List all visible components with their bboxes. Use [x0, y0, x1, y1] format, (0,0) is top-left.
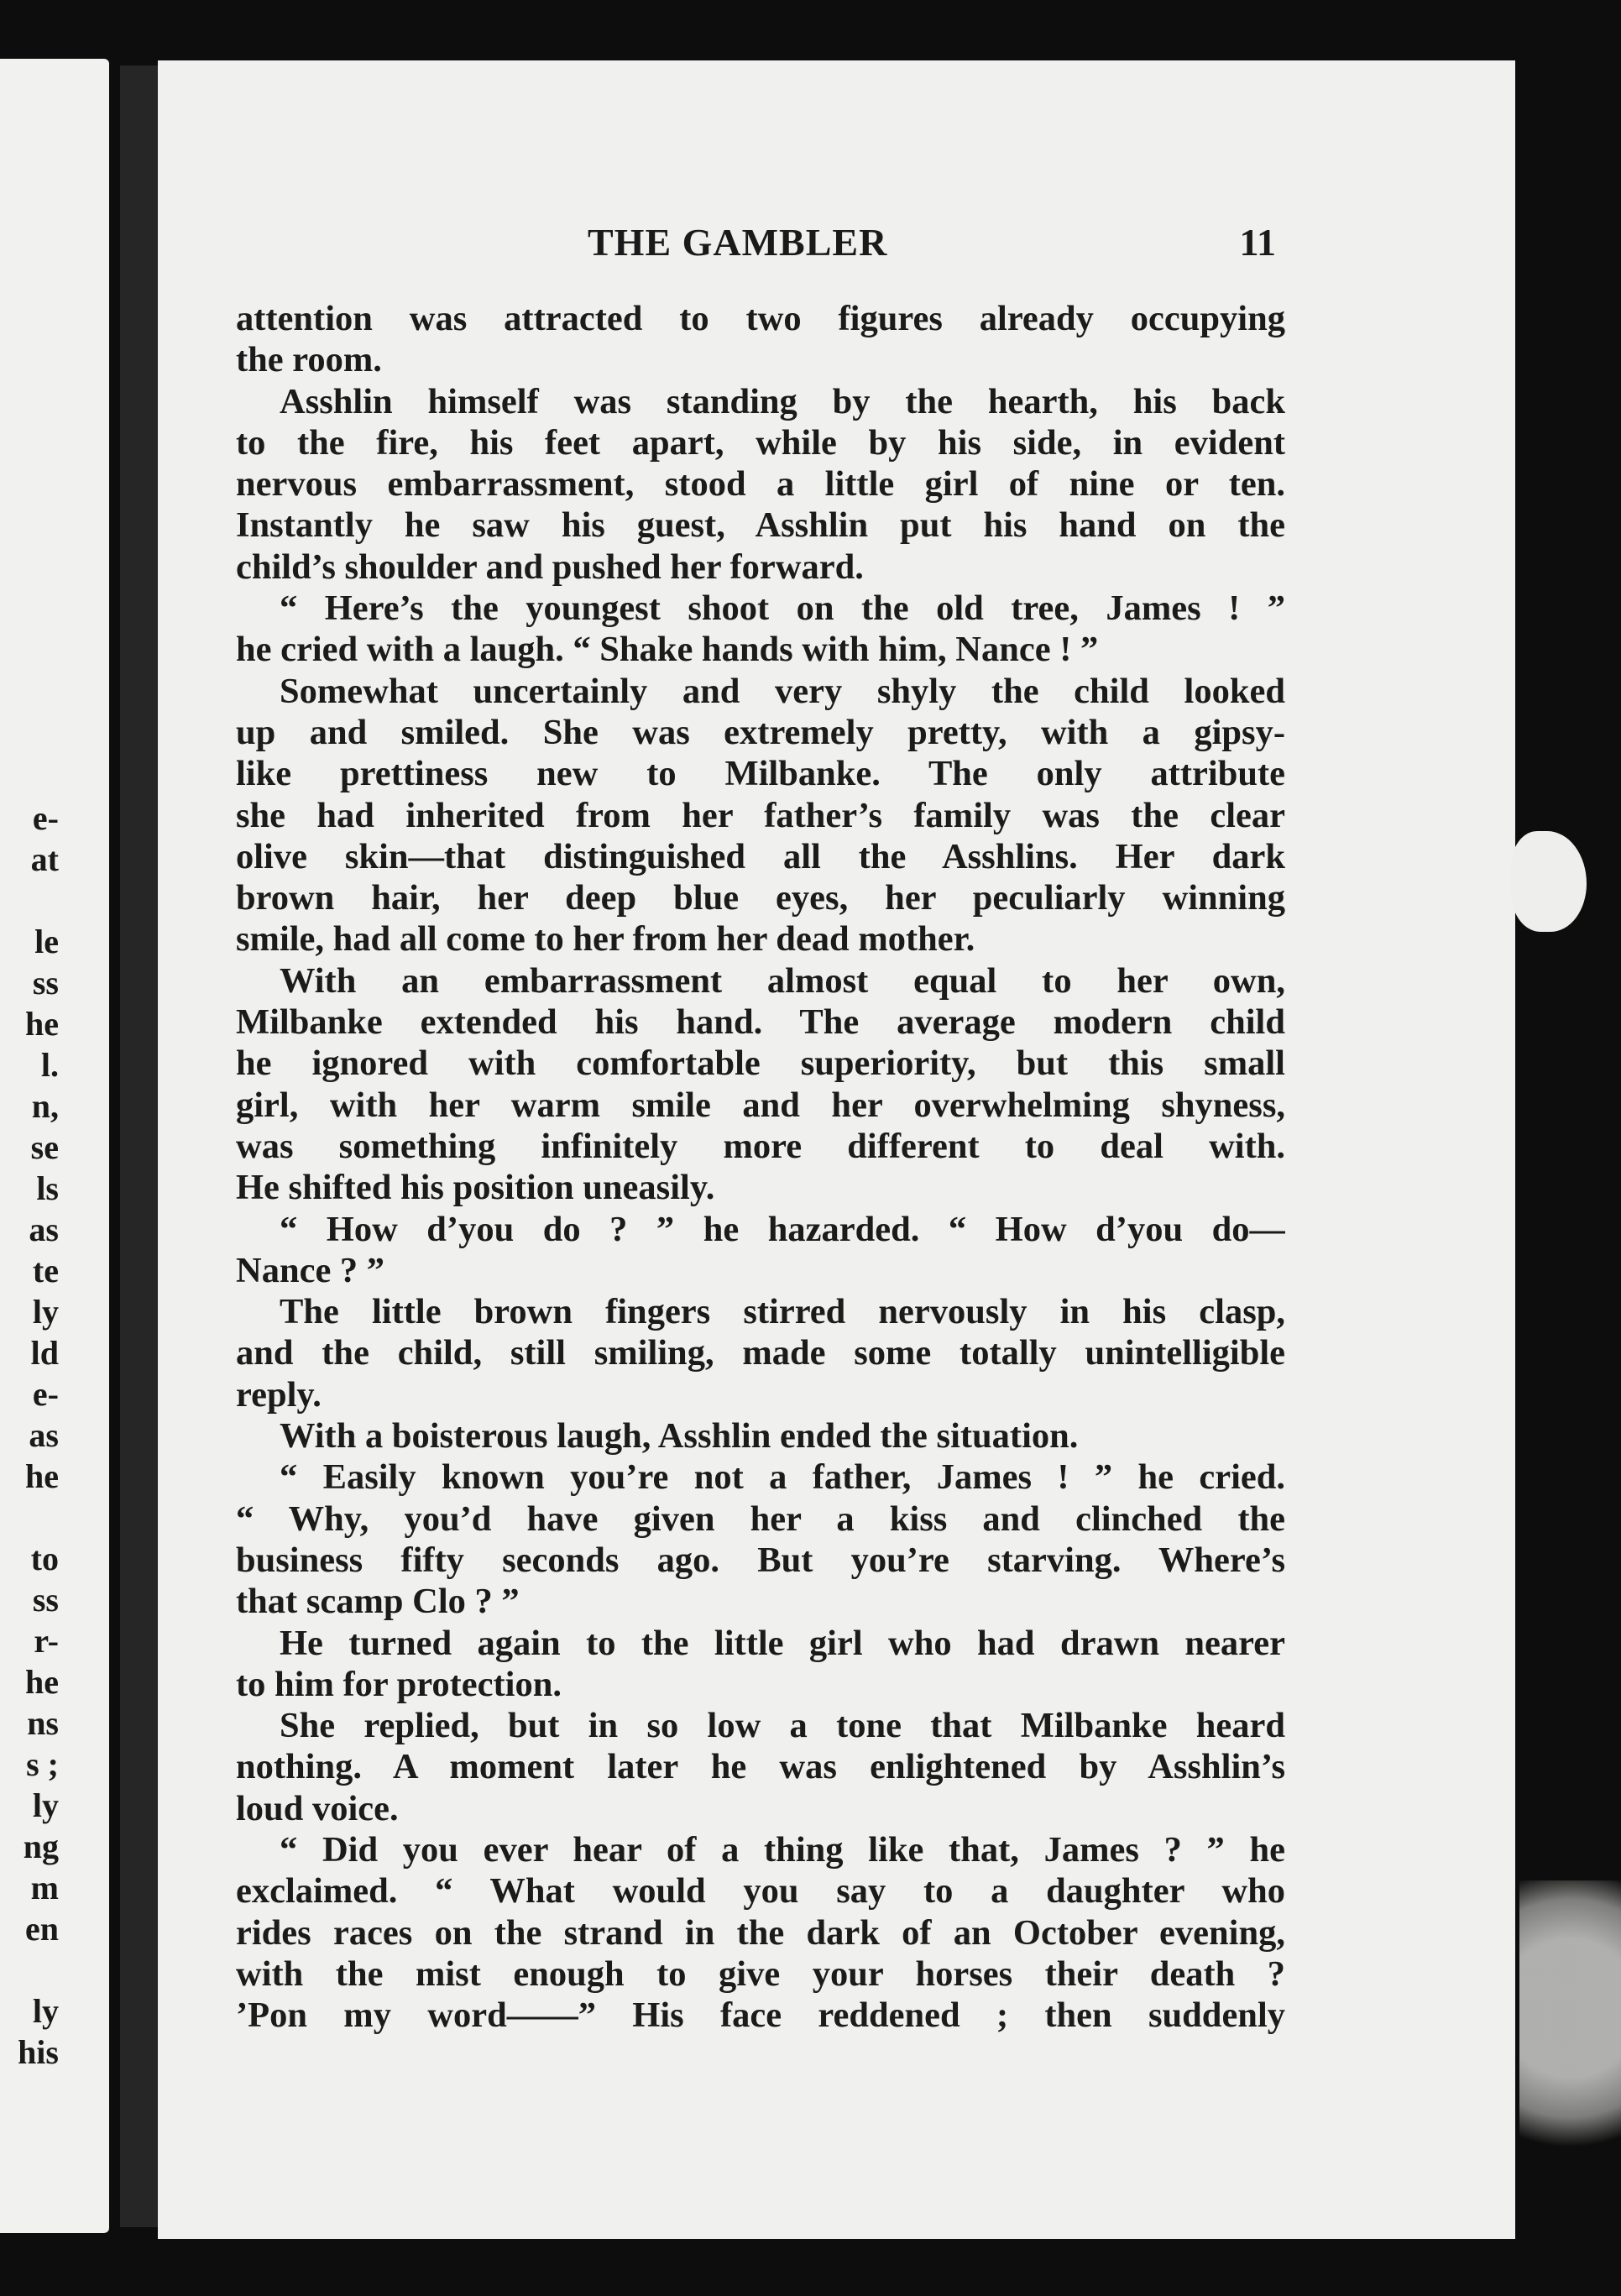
text-line: Asshlin himself was standing by the hearth, his back [280, 381, 1285, 421]
text-line: reply. [236, 1374, 322, 1415]
left-page-fragment: en [25, 1910, 59, 1948]
torn-edge [1511, 831, 1587, 932]
text-line: “ Why, you’d have given her a kiss and clinched the [236, 1498, 1285, 1539]
left-page-fragment: ns [27, 1704, 59, 1742]
text-line: that scamp Clo ? ” [236, 1582, 520, 1622]
left-page-fragment: he [25, 1457, 59, 1495]
page-body-text [236, 298, 1285, 2036]
running-header [235, 220, 1276, 270]
text-line: brown hair, her deep blue eyes, her peculiarly winning [236, 878, 1285, 918]
left-page-fragment: ly [32, 1293, 59, 1331]
text-line: he cried with a laugh. “ Shake hands with him, Nance ! ” [236, 630, 1099, 670]
left-page-fragment: ls [36, 1169, 59, 1207]
text-line: she had inherited from her father’s family was the clear [236, 795, 1285, 835]
left-page-fragment: he [25, 1663, 59, 1701]
text-line: The little brown fingers stirred nervously in his clasp, [280, 1292, 1285, 1332]
text-line: up and smiled. She was extremely pretty, with a gipsy- [236, 712, 1285, 752]
text-line: loud voice. [236, 1788, 399, 1828]
left-page-fragment: n, [31, 1087, 59, 1125]
text-line: He turned again to the little girl who had drawn nearer [280, 1623, 1285, 1663]
text-line: girl, with her warm smile and her overwhelming shyness, [236, 1085, 1285, 1125]
text-line: nervous embarrassment, stood a little girl of nine or ten. [236, 464, 1285, 505]
text-line: She replied, but in so low a tone that Milbanke heard [280, 1706, 1285, 1746]
text-line: with the mist enough to give your horses their death ? [236, 1953, 1285, 1994]
text-line: child’s shoulder and pushed her forward. [236, 547, 864, 587]
left-page-fragment [0, 1497, 59, 1538]
text-line: and the child, still smiling, made some totally unintelligible [236, 1333, 1285, 1373]
text-line: exclaimed. “ What would you say to a daughter who [236, 1871, 1285, 1912]
running-title: THE GAMBLER [588, 221, 888, 264]
left-page-fragment [0, 880, 59, 921]
text-line: “ Here’s the youngest shoot on the old tree, James ! ” [280, 588, 1285, 629]
text-line: olive skin—that distinguished all the Asshlins. Her dark [236, 836, 1285, 876]
text-line: “ Easily known you’re not a father, James ! ” he cried. [280, 1457, 1285, 1498]
left-page-fragment: s ; [26, 1745, 59, 1783]
left-page-fragment: ly [32, 1992, 59, 2030]
text-line: the room. [236, 340, 382, 380]
text-line: ’Pon my word——” His face reddened ; then suddenly [236, 1995, 1285, 2036]
text-line: He shifted his position uneasily. [236, 1168, 715, 1208]
text-line: Instantly he saw his guest, Asshlin put his hand on the [236, 505, 1285, 546]
left-page-fragment: l. [40, 1046, 59, 1084]
text-line: to him for protection. [236, 1664, 562, 1704]
text-line: Milbanke extended his hand. The average modern child [236, 1002, 1285, 1043]
left-page-fragment: e- [32, 799, 59, 837]
text-line: was something infinitely more different to deal with. [236, 1126, 1285, 1166]
left-page-fragment: te [32, 1252, 59, 1289]
text-line: rides races on the strand in the dark of an October evening, [236, 1912, 1285, 1953]
left-page-fragment: ld [30, 1334, 59, 1372]
text-line: like prettiness new to Milbanke. The only attribute [236, 754, 1285, 794]
left-page-fragment: le [34, 923, 59, 960]
text-line: “ How d’you do ? ” he hazarded. “ How d’you do— [280, 1209, 1285, 1249]
text-line: to the fire, his feet apart, while by his side, in evident [236, 422, 1285, 463]
left-page-fragment: ly [32, 1786, 59, 1824]
left-page-fragment: as [29, 1416, 59, 1454]
left-page-fragment [0, 1949, 59, 1990]
text-line: nothing. A moment later he was enlightened by Asshlin’s [236, 1747, 1285, 1787]
left-page-fragment: m [30, 1869, 59, 1906]
page-number: 11 [1239, 221, 1276, 264]
left-page-fragment: he [25, 1005, 59, 1043]
left-page-fragment: se [30, 1128, 59, 1166]
left-page-fragment: to [30, 1540, 59, 1577]
page-stain [1519, 1880, 1621, 2199]
text-line: “ Did you ever hear of a thing like that, James ? ” he [280, 1829, 1285, 1870]
text-line: business fifty seconds ago. But you’re starving. Where’s [236, 1540, 1285, 1580]
left-page-fragment: e- [32, 1375, 59, 1413]
left-page-fragment: as [29, 1211, 59, 1248]
left-page-fragment: ss [32, 964, 59, 1002]
left-page-text-fragments [0, 798, 59, 2073]
left-page-fragment: ss [32, 1581, 59, 1619]
left-facing-page [0, 59, 109, 2233]
text-line: With an embarrassment almost equal to her own, [280, 960, 1285, 1001]
left-page-fragment: at [30, 840, 59, 878]
text-line: Somewhat uncertainly and very shyly the child looked [280, 671, 1285, 711]
text-line: he ignored with comfortable superiority, but this small [236, 1043, 1285, 1084]
left-page-fragment: ng [23, 1828, 59, 1865]
left-page-fragment: his [18, 2033, 59, 2071]
text-line: smile, had all come to her from her dead mother. [236, 919, 975, 960]
book-gutter [120, 65, 158, 2227]
text-line: With a boisterous laugh, Asshlin ended the situation. [280, 1416, 1079, 1457]
text-line: attention was attracted to two figures already occupying [236, 299, 1285, 338]
text-line: Nance ? ” [236, 1250, 385, 1290]
left-page-fragment: r- [34, 1622, 59, 1660]
